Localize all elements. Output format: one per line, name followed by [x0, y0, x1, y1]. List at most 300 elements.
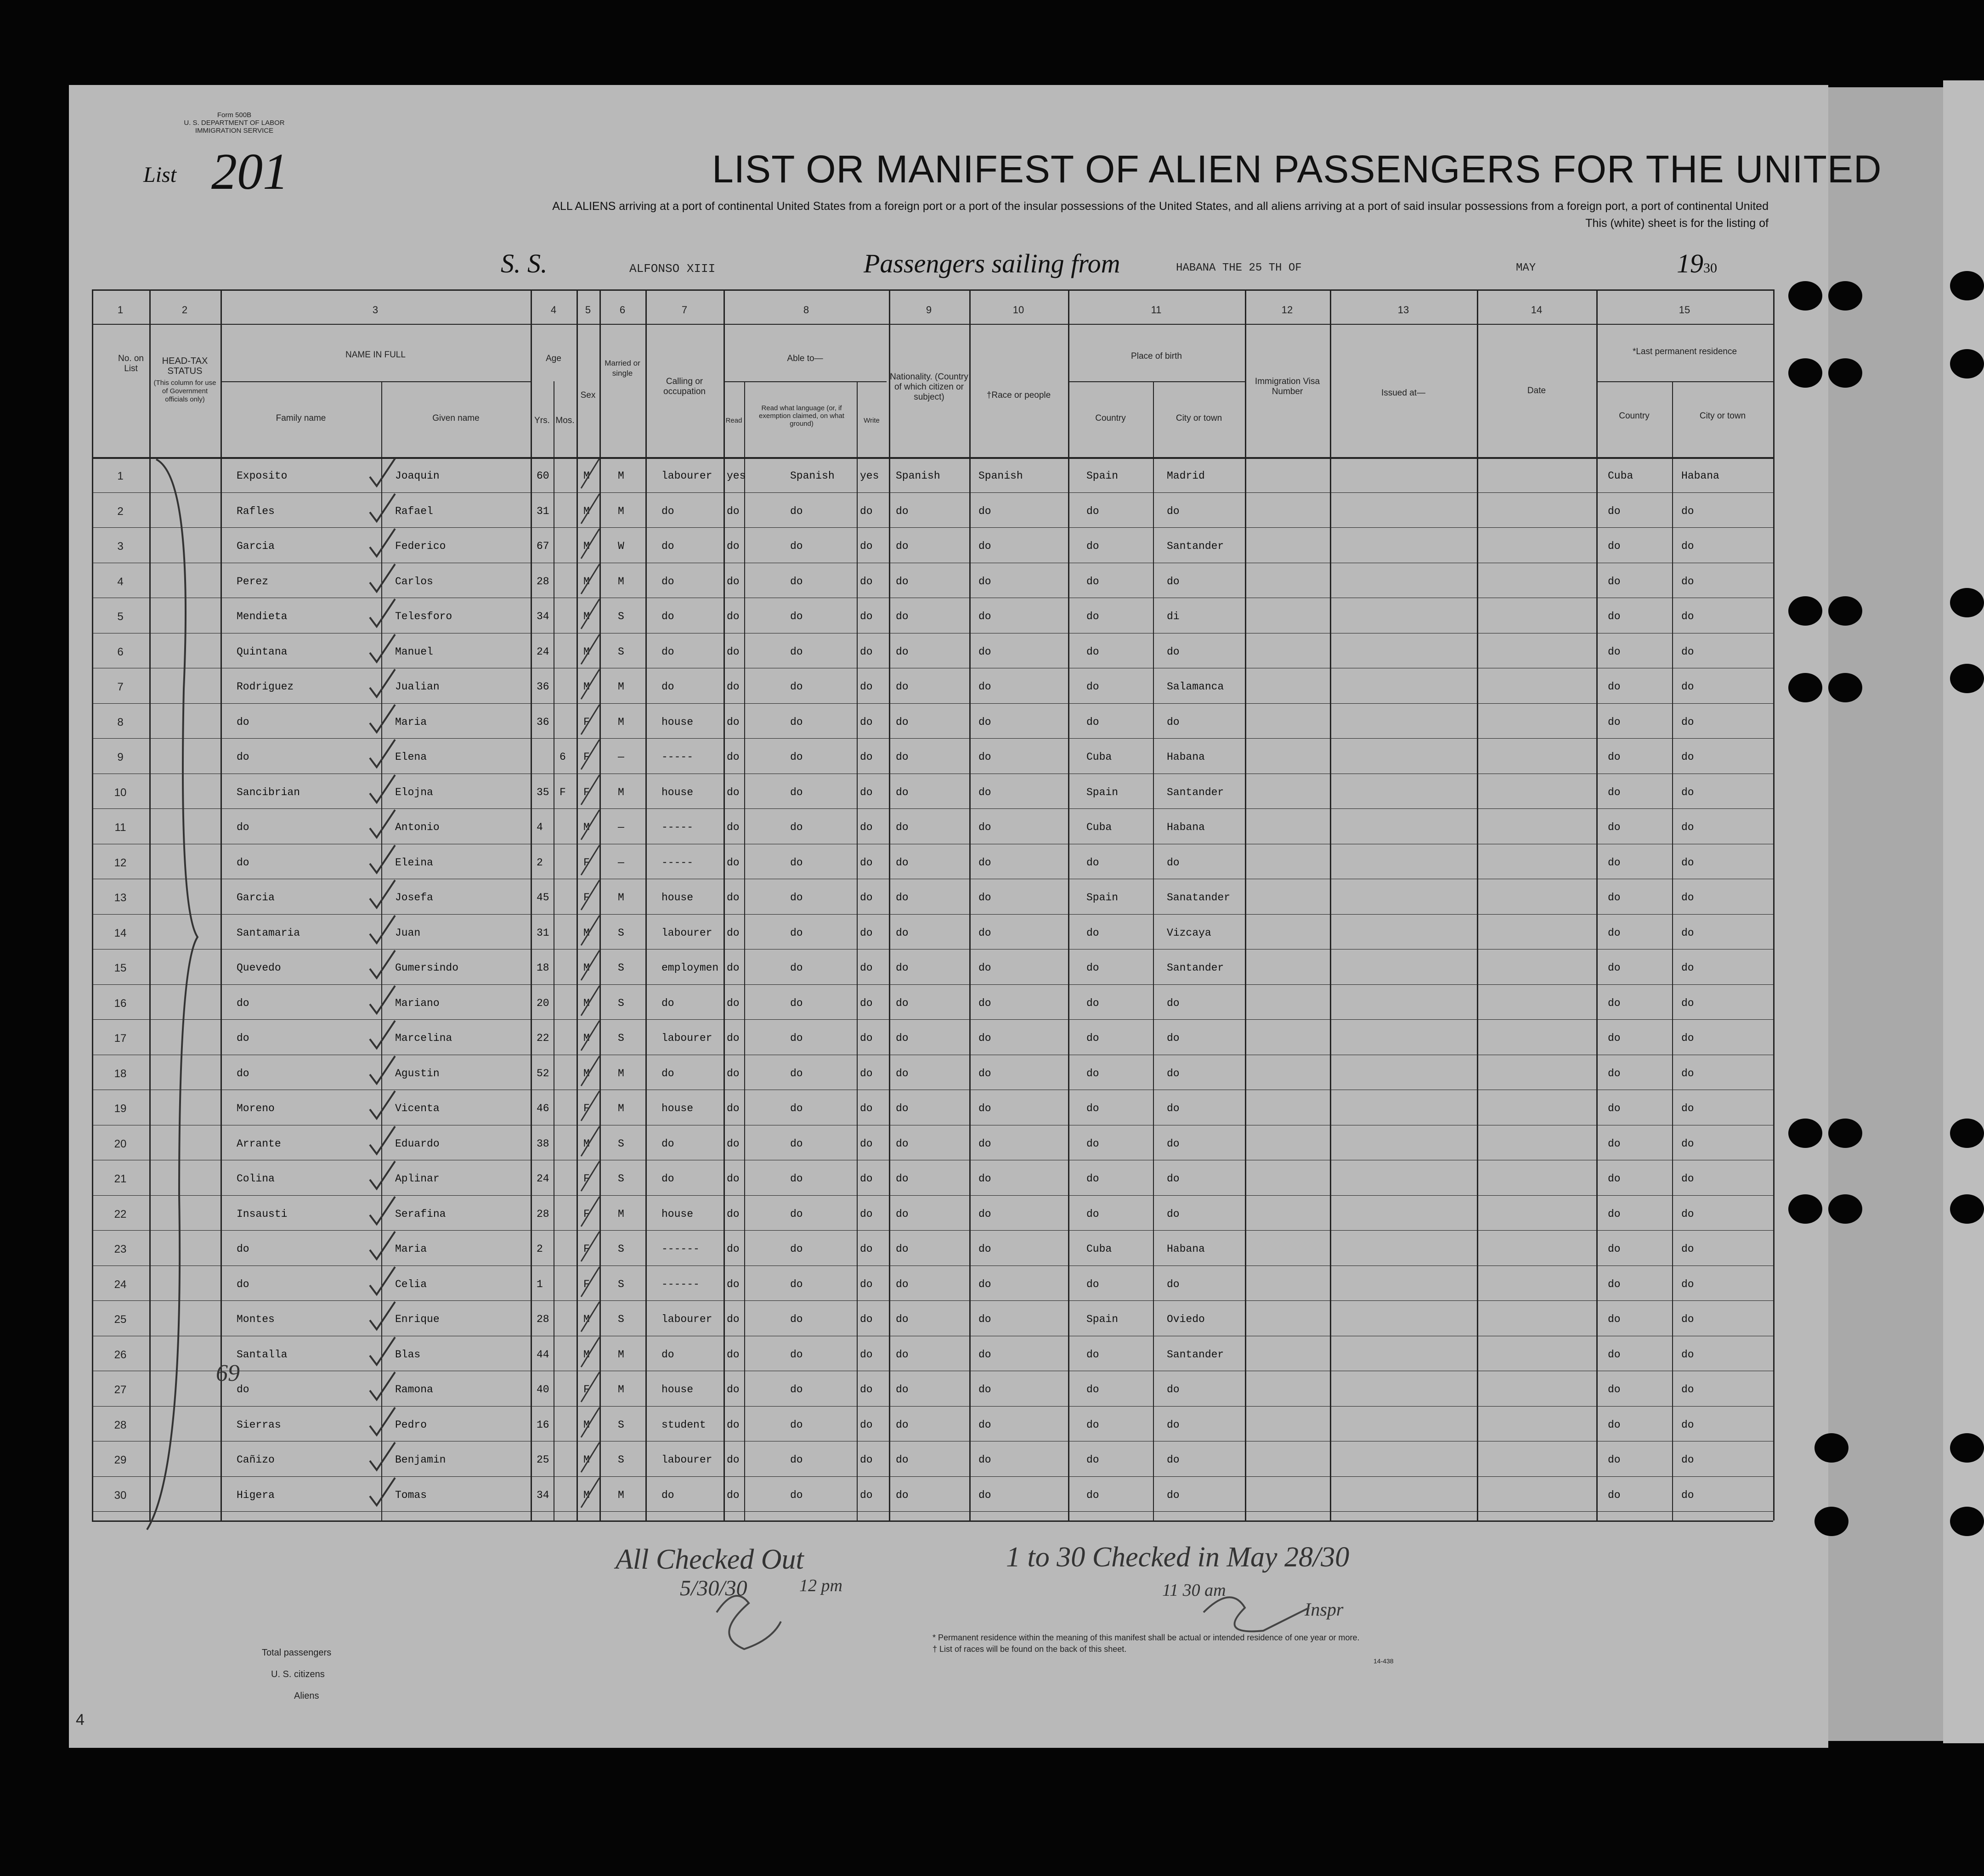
residence-city-cell: do	[1681, 1173, 1694, 1185]
checked-out-date: 5/30/30	[680, 1576, 747, 1600]
checked-in-time: 11 30 am	[1162, 1581, 1226, 1600]
birth-country-cell: Spain	[1086, 470, 1119, 482]
occupation-cell: labourer	[661, 470, 712, 482]
given-name-cell: Elena	[395, 751, 427, 763]
birth-country-cell: do	[1086, 716, 1099, 728]
occupation-cell: do	[661, 1173, 674, 1185]
header-yrs: Yrs.	[534, 416, 550, 425]
occupation-cell: do	[661, 1067, 674, 1079]
age-years-cell: 20	[537, 997, 549, 1009]
year-label: 19	[1677, 249, 1703, 278]
binder-hole	[1950, 271, 1984, 300]
read-cell: do	[727, 1278, 740, 1290]
column-number: 10	[1012, 304, 1024, 316]
read-cell: do	[727, 1137, 740, 1150]
header-married: Married or single	[605, 359, 640, 378]
read-cell: do	[727, 1243, 740, 1255]
marital-status-cell: M	[618, 681, 624, 693]
occupation-cell: student	[661, 1418, 706, 1431]
birth-city-cell: do	[1167, 1278, 1180, 1290]
write-cell: do	[860, 1137, 873, 1150]
birth-city-cell: Sanatander	[1167, 892, 1231, 904]
residence-city-cell: do	[1681, 892, 1694, 904]
given-name-cell: Manuel	[395, 645, 433, 658]
given-name-cell: Elojna	[395, 786, 433, 798]
birth-city-cell: do	[1167, 505, 1180, 517]
residence-country-cell: do	[1608, 1208, 1621, 1220]
family-name-cell: do	[237, 751, 249, 763]
family-name-cell: Exposito	[237, 470, 288, 482]
residence-country-cell: do	[1608, 505, 1621, 517]
binder-hole	[1950, 588, 1984, 617]
sex-cell: M	[583, 645, 590, 658]
occupation-cell: house	[661, 1102, 694, 1114]
marital-status-cell: M	[618, 1489, 624, 1501]
row-number: 20	[114, 1137, 127, 1150]
service-name: IMMIGRATION SERVICE	[195, 127, 274, 135]
write-cell: do	[860, 1454, 873, 1466]
given-name-cell: Benjamin	[395, 1454, 446, 1466]
birth-city-cell: do	[1167, 645, 1180, 658]
residence-city-cell: do	[1681, 927, 1694, 939]
given-name-cell: Telesforo	[395, 610, 452, 622]
header-issued-at: Issued at—	[1381, 388, 1426, 398]
birth-country-cell: do	[1086, 1102, 1099, 1114]
write-cell: do	[860, 856, 873, 869]
sex-cell: M	[583, 1348, 590, 1361]
race-cell: do	[978, 821, 991, 833]
age-years-cell: 25	[537, 1454, 549, 1466]
residence-country-cell: do	[1608, 575, 1621, 588]
sex-cell: F	[583, 716, 590, 728]
read-cell: do	[727, 821, 740, 833]
given-name-cell: Ramona	[395, 1384, 433, 1396]
header-race: †Race or people	[986, 390, 1051, 400]
sex-cell: M	[583, 505, 590, 517]
race-cell: do	[978, 927, 991, 939]
header-head-tax: HEAD-TAX STATUS	[162, 356, 208, 376]
checked-in-annotation: 1 to 30 Checked in May 28/30	[1006, 1542, 1350, 1573]
birth-country-cell: do	[1086, 540, 1099, 552]
birth-country-cell: do	[1086, 1418, 1099, 1431]
nationality-cell: do	[896, 1313, 909, 1325]
row-number: 13	[114, 892, 127, 904]
residence-city-cell: do	[1681, 1278, 1694, 1290]
residence-country-cell: do	[1608, 1454, 1621, 1466]
sailing-label: Passengers sailing from	[864, 249, 1120, 278]
marital-status-cell: M	[618, 1102, 624, 1114]
age-years-cell: 45	[537, 892, 549, 904]
write-cell: do	[860, 681, 873, 693]
binder-hole	[1788, 673, 1822, 702]
binder-hole	[1950, 1507, 1984, 1536]
residence-city-cell: Habana	[1681, 470, 1719, 482]
birth-city-cell: do	[1167, 1489, 1180, 1501]
language-cell: do	[790, 1348, 803, 1361]
row-number: 19	[114, 1102, 127, 1115]
residence-country-cell: do	[1608, 1384, 1621, 1396]
occupation-cell: labourer	[661, 1313, 712, 1325]
inspector-signature-2	[1204, 1597, 1309, 1631]
row-number: 10	[114, 786, 127, 799]
given-name-cell: Jualian	[395, 681, 440, 693]
residence-city-cell: do	[1681, 540, 1694, 552]
residence-country-cell: do	[1608, 1137, 1621, 1150]
header-read: Read	[725, 417, 742, 424]
family-name-cell: do	[237, 856, 249, 869]
race-cell: do	[978, 1102, 991, 1114]
family-name-cell: do	[237, 1278, 249, 1290]
language-cell: do	[790, 610, 803, 622]
age-months-cell: 6	[560, 751, 566, 763]
language-cell: do	[790, 892, 803, 904]
age-years-cell: 16	[537, 1418, 549, 1431]
column-number: 4	[550, 304, 557, 316]
birth-country-cell: do	[1086, 681, 1099, 693]
nationality-cell: do	[896, 1102, 909, 1114]
age-years-cell: 60	[537, 470, 549, 482]
occupation-cell: house	[661, 786, 694, 798]
occupation-cell: labourer	[661, 927, 712, 939]
residence-city-cell: do	[1681, 962, 1694, 974]
family-name-cell: Colina	[237, 1173, 275, 1185]
inspector-annotation: Inspr	[1305, 1599, 1344, 1620]
header-birth-city: City or town	[1176, 413, 1222, 423]
residence-city-cell: do	[1681, 1102, 1694, 1114]
birth-country-cell: do	[1086, 645, 1099, 658]
residence-city-cell: do	[1681, 1243, 1694, 1255]
given-name-cell: Joaquin	[395, 470, 440, 482]
birth-country-cell: do	[1086, 1032, 1099, 1044]
language-cell: do	[790, 962, 803, 974]
ship-name: ALFONSO XIII	[629, 262, 716, 276]
race-cell: do	[978, 610, 991, 622]
read-cell: do	[727, 1418, 740, 1431]
footnote-races: † List of races will be found on the back of this sheet.	[933, 1644, 1127, 1654]
subtitle-line-2: This (white) sheet is for the listing of	[1585, 217, 1769, 230]
nationality-cell: do	[896, 1278, 909, 1290]
race-cell: do	[978, 540, 991, 552]
read-cell: do	[727, 1384, 740, 1396]
header-nationality: Nationality. (Country of which citizen or subject)	[890, 372, 968, 402]
marital-status-cell: S	[618, 962, 624, 974]
marital-status-cell: M	[618, 716, 624, 728]
sex-cell: M	[583, 1032, 590, 1044]
row-number: 14	[114, 927, 127, 939]
occupation-cell: ------	[661, 1278, 700, 1290]
marital-status-cell: S	[618, 1243, 624, 1255]
read-cell: do	[727, 1454, 740, 1466]
birth-country-cell: do	[1086, 610, 1099, 622]
residence-city-cell: do	[1681, 505, 1694, 517]
given-name-cell: Maria	[395, 1243, 427, 1255]
marital-status-cell: —	[618, 856, 624, 869]
marital-status-cell: S	[618, 1137, 624, 1150]
row-number: 6	[117, 645, 124, 658]
row-number: 9	[117, 751, 124, 763]
write-cell: do	[860, 1418, 873, 1431]
sex-cell: M	[583, 1137, 590, 1150]
list-number: 201	[211, 143, 288, 200]
race-cell: do	[978, 1418, 991, 1431]
header-write: Write	[864, 417, 880, 424]
residence-country-cell: do	[1608, 716, 1621, 728]
binder-hole	[1788, 358, 1822, 388]
sex-cell: M	[583, 997, 590, 1009]
given-name-cell: Juan	[395, 927, 421, 939]
nationality-cell: do	[896, 505, 909, 517]
residence-city-cell: do	[1681, 997, 1694, 1009]
residence-country-cell: do	[1608, 997, 1621, 1009]
given-name-cell: Serafina	[395, 1208, 446, 1220]
language-cell: do	[790, 751, 803, 763]
language-cell: do	[790, 1067, 803, 1079]
header-no-on-list: No. on List	[118, 354, 144, 373]
family-name-cell: do	[237, 1032, 249, 1044]
occupation-cell: house	[661, 1208, 694, 1220]
nationality-cell: do	[896, 1208, 909, 1220]
age-years-cell: 4	[537, 821, 543, 833]
sex-cell: M	[583, 540, 590, 552]
column-number: 14	[1531, 304, 1543, 316]
sex-cell: M	[583, 1313, 590, 1325]
nationality-cell: do	[896, 1173, 909, 1185]
race-cell: Spanish	[978, 470, 1023, 482]
race-cell: do	[978, 892, 991, 904]
write-cell: do	[860, 1313, 873, 1325]
header-last-residence: *Last permanent residence	[1632, 347, 1737, 356]
binder-hole	[1814, 1507, 1848, 1536]
nationality-cell: do	[896, 1243, 909, 1255]
row-number: 2	[117, 505, 124, 518]
language-cell: do	[790, 856, 803, 869]
marital-status-cell: S	[618, 1278, 624, 1290]
race-cell: do	[978, 1032, 991, 1044]
nationality-cell: do	[896, 681, 909, 693]
residence-country-cell: do	[1608, 1278, 1621, 1290]
residence-country-cell: do	[1608, 1102, 1621, 1114]
marital-status-cell: S	[618, 1313, 624, 1325]
birth-city-cell: do	[1167, 1418, 1180, 1431]
residence-city-cell: do	[1681, 1208, 1694, 1220]
row-number: 5	[117, 610, 124, 623]
language-cell: do	[790, 645, 803, 658]
birth-city-cell: Madrid	[1167, 470, 1205, 482]
write-cell: do	[860, 1102, 873, 1114]
birth-city-cell: Habana	[1167, 751, 1205, 763]
birth-country-cell: do	[1086, 962, 1099, 974]
residence-city-cell: do	[1681, 821, 1694, 833]
write-cell: do	[860, 1173, 873, 1185]
race-cell: do	[978, 1313, 991, 1325]
row-number: 24	[114, 1278, 127, 1291]
age-years-cell: 1	[537, 1278, 543, 1290]
race-cell: do	[978, 1278, 991, 1290]
row-number: 1	[117, 470, 124, 482]
bracket-stroke	[147, 459, 198, 1530]
read-cell: do	[727, 575, 740, 588]
header-family-name: Family name	[276, 413, 326, 423]
given-name-cell: Aplinar	[395, 1173, 440, 1185]
residence-country-cell: do	[1608, 1489, 1621, 1501]
language-cell: do	[790, 1384, 803, 1396]
birth-city-cell: do	[1167, 1067, 1180, 1079]
language-cell: do	[790, 540, 803, 552]
row-number: 25	[114, 1313, 127, 1326]
total-passengers-label: Total passengers	[262, 1648, 332, 1658]
language-cell: do	[790, 927, 803, 939]
residence-country-cell: do	[1608, 645, 1621, 658]
nationality-cell: Spanish	[896, 470, 940, 482]
residence-city-cell: do	[1681, 575, 1694, 588]
nationality-cell: do	[896, 1384, 909, 1396]
residence-city-cell: do	[1681, 786, 1694, 798]
birth-city-cell: do	[1167, 856, 1180, 869]
row-number: 3	[117, 540, 124, 553]
given-name-cell: Eduardo	[395, 1137, 440, 1150]
write-cell: do	[860, 1384, 873, 1396]
sex-cell: F	[583, 1102, 590, 1114]
nationality-cell: do	[896, 540, 909, 552]
sex-cell: F	[583, 1384, 590, 1396]
binder-hole	[1950, 1433, 1984, 1463]
write-cell: do	[860, 1348, 873, 1361]
given-name-cell: Mariano	[395, 997, 440, 1009]
language-cell: do	[790, 1454, 803, 1466]
nationality-cell: do	[896, 645, 909, 658]
age-years-cell: 36	[537, 716, 549, 728]
race-cell: do	[978, 962, 991, 974]
residence-country-cell: Cuba	[1608, 470, 1634, 482]
birth-country-cell: do	[1086, 575, 1099, 588]
given-name-cell: Marcelina	[395, 1032, 452, 1044]
family-name-cell: Moreno	[237, 1102, 275, 1114]
occupation-cell: ------	[661, 1243, 700, 1255]
birth-city-cell: Salamanca	[1167, 681, 1224, 693]
language-cell: do	[790, 1243, 803, 1255]
residence-country-cell: do	[1608, 751, 1621, 763]
nationality-cell: do	[896, 1454, 909, 1466]
marital-status-cell: S	[618, 645, 624, 658]
header-res-country: Country	[1619, 411, 1650, 421]
residence-city-cell: do	[1681, 1067, 1694, 1079]
column-number: 11	[1151, 304, 1162, 316]
race-cell: do	[978, 786, 991, 798]
family-name-cell: Quintana	[237, 645, 288, 658]
language-cell: do	[790, 1032, 803, 1044]
given-name-cell: Maria	[395, 716, 427, 728]
row-number: 12	[114, 856, 127, 869]
read-cell: do	[727, 610, 740, 622]
family-name-cell: do	[237, 716, 249, 728]
language-cell: do	[790, 1208, 803, 1220]
write-cell: do	[860, 892, 873, 904]
birth-country-cell: do	[1086, 505, 1099, 517]
residence-country-cell: do	[1608, 856, 1621, 869]
age-years-cell: 38	[537, 1137, 549, 1150]
age-years-cell: 24	[537, 645, 549, 658]
read-cell: do	[727, 716, 740, 728]
marital-status-cell: M	[618, 786, 624, 798]
residence-country-cell: do	[1608, 681, 1621, 693]
language-cell: do	[790, 1313, 803, 1325]
nationality-cell: do	[896, 997, 909, 1009]
occupation-cell: do	[661, 1489, 674, 1501]
aliens-label: Aliens	[294, 1691, 319, 1701]
family-name-cell: Higera	[237, 1489, 275, 1501]
binder-hole	[1828, 358, 1862, 388]
corner-mark: 4	[76, 1711, 85, 1729]
sex-cell: F	[583, 1173, 590, 1185]
language-cell: do	[790, 997, 803, 1009]
read-cell: do	[727, 1173, 740, 1185]
side-number-annotation: 69	[216, 1360, 240, 1386]
residence-city-cell: do	[1681, 1418, 1694, 1431]
header-birth-country: Country	[1095, 413, 1126, 423]
write-cell: do	[860, 645, 873, 658]
given-name-cell: Celia	[395, 1278, 427, 1290]
family-name-cell: Arrante	[237, 1137, 281, 1150]
occupation-cell: do	[661, 610, 674, 622]
language-cell: do	[790, 505, 803, 517]
nationality-cell: do	[896, 1137, 909, 1150]
sex-cell: F	[583, 1278, 590, 1290]
row-number: 4	[117, 575, 124, 588]
given-name-cell: Vicenta	[395, 1102, 440, 1114]
marital-status-cell: M	[618, 505, 624, 517]
write-cell: do	[860, 786, 873, 798]
residence-city-cell: do	[1681, 645, 1694, 658]
age-years-cell: 36	[537, 681, 549, 693]
birth-city-cell: Santander	[1167, 1348, 1224, 1361]
age-years-cell: 40	[537, 1384, 549, 1396]
marital-status-cell: M	[618, 575, 624, 588]
residence-city-cell: do	[1681, 751, 1694, 763]
column-number: 1	[117, 304, 124, 316]
birth-country-cell: do	[1086, 1278, 1099, 1290]
family-name-cell: Garcia	[237, 540, 275, 552]
residence-city-cell: do	[1681, 1384, 1694, 1396]
nationality-cell: do	[896, 1348, 909, 1361]
nationality-cell: do	[896, 751, 909, 763]
race-cell: do	[978, 751, 991, 763]
birth-city-cell: do	[1167, 1454, 1180, 1466]
race-cell: do	[978, 1208, 991, 1220]
binder-hole	[1814, 1433, 1848, 1463]
residence-country-cell: do	[1608, 962, 1621, 974]
subtitle-line-1: ALL ALIENS arriving at a port of continental United States from a foreign port or a port of the insular possessions of the United States, and all aliens arriving at a port of said insular possessions from a foreign port, a port of continental United	[552, 200, 1769, 213]
residence-country-cell: do	[1608, 1067, 1621, 1079]
given-name-cell: Carlos	[395, 575, 433, 588]
year-suffix: 30	[1703, 260, 1717, 276]
occupation-cell: -----	[661, 821, 694, 833]
nationality-cell: do	[896, 1489, 909, 1501]
birth-city-cell: do	[1167, 716, 1180, 728]
birth-city-cell: Oviedo	[1167, 1313, 1205, 1325]
sex-cell: M	[583, 681, 590, 693]
language-cell: do	[790, 1102, 803, 1114]
binder-hole	[1788, 1194, 1822, 1224]
column-number: 3	[372, 304, 379, 316]
residence-city-cell: do	[1681, 856, 1694, 869]
residence-city-cell: do	[1681, 610, 1694, 622]
sex-cell: F	[583, 751, 590, 763]
marital-status-cell: M	[618, 1384, 624, 1396]
occupation-cell: do	[661, 1137, 674, 1150]
family-name-cell: Quevedo	[237, 962, 281, 974]
occupation-cell: house	[661, 1384, 694, 1396]
read-cell: do	[727, 645, 740, 658]
